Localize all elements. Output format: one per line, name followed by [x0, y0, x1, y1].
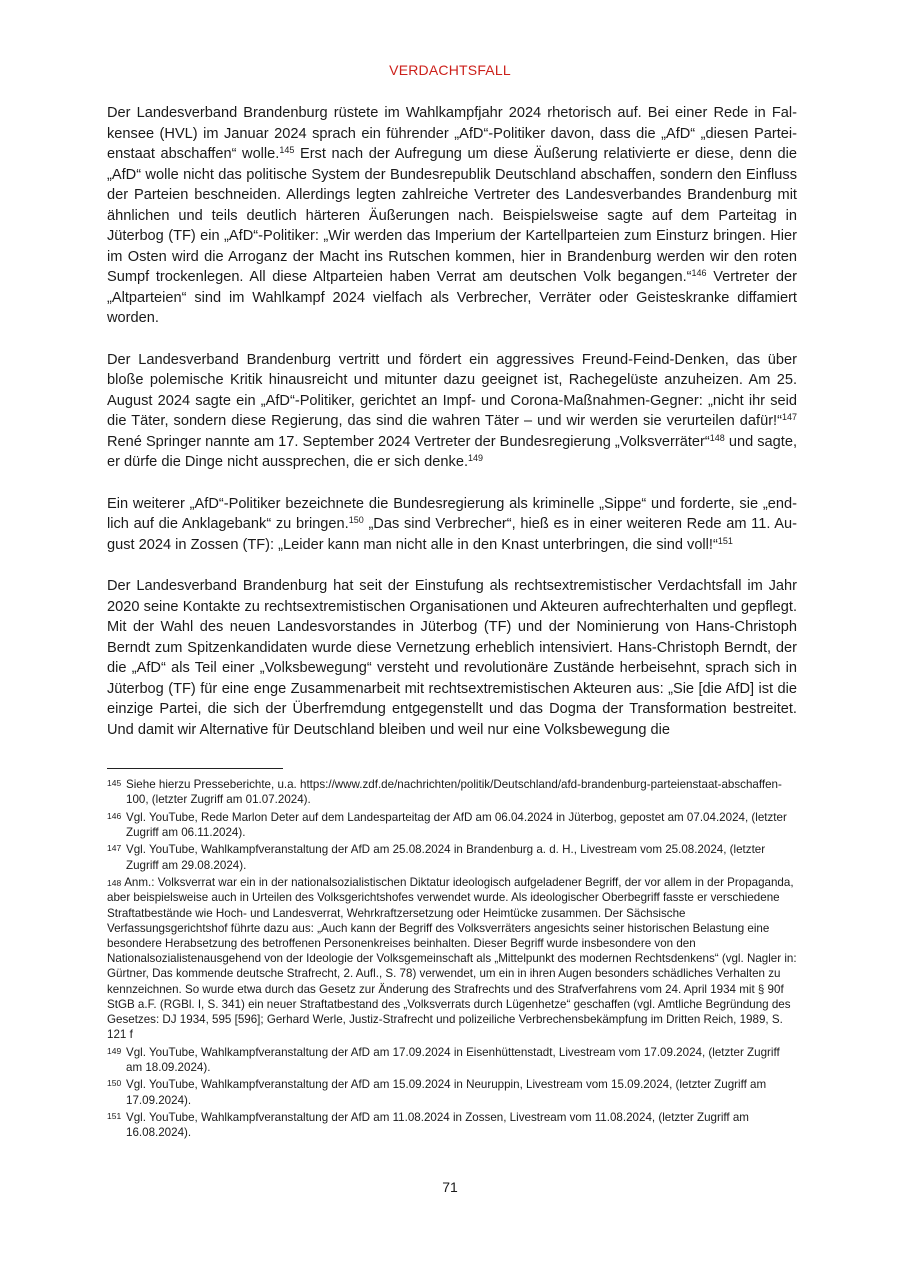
- footnote-ref[interactable]: 145: [279, 145, 295, 155]
- body-text: [107, 103, 797, 761]
- footnote-147: [107, 842, 797, 872]
- footnote-separator: [107, 768, 283, 769]
- paragraph-text: Der Landesverband Brandenburg rüstete im Wahlkampfjahr 2024 rhetorisch auf. Bei einer Rede in Falkensee (HVL) im Januar 2024 sprach ein führender „AfD“-Politiker davon, dass die „AfD“ „diesen Parteienstaat abschaffen“ wolle.: [107, 105, 797, 162]
- running-header: VERDACHTSFALL: [389, 62, 511, 78]
- footnote-text: Vgl. YouTube, Rede Marlon Deter auf dem Landesparteitag der AfD am 06.04.2024 in Jüterbog, gepostet am 07.04.2024, (letzter Zugriff am 06.11.2024).: [126, 810, 787, 839]
- footnote-number: 148: [107, 878, 122, 889]
- footnote-ref[interactable]: 151: [717, 535, 733, 546]
- paragraph-text: Vertreter der „Altparteien“ sind im Wahlkampf 2024 vielfach als Verbrecher, Verräter oder Geisteskranke diffamiert worden.: [107, 269, 797, 326]
- paragraph-text: Der Landesverband Brandenburg hat seit der Einstufung als rechtsextremistischer Verdachtsfall im Jahr 2020 seine Kontakte zu rechtsextremistischen Organisationen und Akteuren aufrechterhalten und gepflegt. Mit der Wahl des neuen Landesvorstandes in Jüterbog (TF) und der Nominierung von Hans-Christoph Berndt zum Spitzenkandidaten wurde diese Vernetzung erheblich intensiviert. Hans-Christoph Berndt, der die „AfD“ als Teil einer „Volksbewegung“ versteht und revolutionäre Zustände herbeisehnt, sprach sich in Jüterbog (TF) für eine enge Zusammenarbeit mit rechtsextremistischen Akteuren aus: „Sie [die AfD] ist die einzige Partei, die sich der Überfremdung entgegenstellt und das Dogma der Transformation bestreitet. Und damit wir Alternative für Deutschland bleiben und weil nur eine Volksbewegung die: [107, 578, 797, 738]
- footnote-150: [107, 1077, 797, 1107]
- footnote-number: 146: [107, 810, 122, 821]
- paragraph-text: Erst nach der Aufregung um diese Äußerung relativierte er diese, denn die „AfD“ wolle nicht das politische System der Bundesrepublik Deutschland abschaffen, sondern den Einfluss der Parteien beschneiden. Allerdings legten zahlreiche Vertreter des Landesverbandes Brandenburg mit ähnlichen und teils deutlich härteren Äußerungen nach. Beispielsweise sagte auf dem Parteitag in Jüterbog (TF) ein „AfD“-Politiker: „Wir werden das Imperium der Kartellparteien zum Einsturz bringen. Hier im Osten wird die Arroganz der Macht ins Rutschen kommen, hier in Brandenburg werden wir den roten Sumpf trockenlegen. All diese Altparteien haben Verrat am deutschen Volk begangen.“: [107, 146, 797, 285]
- footnote-151: [107, 1110, 797, 1140]
- footnote-number: 151: [107, 1111, 122, 1122]
- paragraph-text: Der Landesverband Brandenburg vertritt und fördert ein aggressives Freund-Feind-Denken, das über bloße polemische Kritik hinausreicht und mitunter dazu geeignet ist, Rachegelüste anzuheizen. Am 25. August 2024 sagte ein „AfD“-Politiker, gerichtet an Impf- und Corona-Maßnahmen-Gegner: „nicht ihr seid die Täter, sondern diese Regierung, das sind die wahren Täter – und wir werden sie verurteilen dafür!“: [107, 351, 797, 429]
- footnotes: [107, 777, 797, 1143]
- footnote-text: Vgl. YouTube, Wahlkampfveranstaltung der AfD am 17.09.2024 in Eisenhüttenstadt, Livestream vom 17.09.2024, (letzter Zugriff am 18.09.2024).: [126, 1045, 780, 1074]
- footnote-text: Vgl. YouTube, Wahlkampfveranstaltung der AfD am 15.09.2024 in Neuruppin, Livestream vom 15.09.2024, (letzter Zugriff am 17.09.2024).: [126, 1078, 767, 1107]
- footnote-146: [107, 810, 797, 840]
- paragraph-text: und sagte, er dürfe die Dinge nicht aussprechen, die er sich denke.: [107, 433, 797, 470]
- footnote-ref[interactable]: 148: [709, 432, 725, 443]
- footnote-number: 150: [107, 1078, 122, 1089]
- paragraph-4: [107, 576, 797, 740]
- footnote-ref[interactable]: 149: [468, 453, 484, 463]
- footnote-text: Anm.: Volksverrat war ein in der nationalsozialistischen Diktatur ideologisch aufgeladener Begriff, der vor allem in der Propaganda, aber beispielsweise auch in Urteilen des Volksgerichtshofes verwendet wurde. Als ideologischer Oberbegriff fasste er verschiedene Straftatbestände wie Hoch- und Landesverrat, Wehrkraftzersetzung oder Heimtücke zusammen. Der Sächsische Verfassungsgerichtshof führte dazu aus: „Auch kann der Begriff des Volksverräters angesichts seiner historischen Belastung eine besondere Herabsetzung des betroffenen Personenkreises beinhalten. Dieser Begriff wurde insbesondere von den Nationalsozialistenausgehend von der Ideologie der Volksgemeinschaft als „Mittelpunkt des modernen Rechtsdenkens“ (vgl. Nagler in: Gürtner, Das kommende deutsche Strafrecht, 2. Aufl., S. 78) verwendet, um ein in ihren Augen besonders schädliches Verhalten zu kennzeichnen. So wurde etwa durch das Gesetz zur Änderung des Strafrechts und des Strafverfahrens vom 24. April 1934 mit § 90f StGB a.F. (RGBl. I, S. 341) ein neuer Straftatbestand des „Volksverrats durch Lügenhetze“ geschaffen (vgl. Amtliche Begründung des Gesetzes: DJ 1934, 595 [596]; Gerhard Werle, Justiz-Strafrecht und polizeiliche Verbrechensbekämpfung im Dritten Reich, 1989, S. 121 f: [107, 876, 797, 1042]
- paragraph-text: „Das sind Verbrecher“, hieß es in einer weiteren Rede am 11. August 2024 in Zossen (TF): „Leider kann man nicht alle in den Knast unterbringen, die sind voll!“: [107, 516, 797, 553]
- footnote-145: [107, 777, 797, 807]
- footnote-text: Vgl. YouTube, Wahlkampfveranstaltung der AfD am 11.08.2024 in Zossen, Livestream vom 11.08.2024, (letzter Zugriff am 16.08.2024).: [126, 1111, 749, 1140]
- footnote-number: 149: [107, 1045, 122, 1056]
- footnote-number: 147: [107, 843, 122, 854]
- footnote-ref[interactable]: 147: [781, 412, 797, 422]
- page-number: 71: [442, 1179, 458, 1195]
- footnote-ref[interactable]: 150: [348, 515, 364, 525]
- paragraph-3: [107, 494, 797, 556]
- paragraph-1: [107, 103, 797, 329]
- footnote-148: [107, 875, 797, 1042]
- footnote-text: Vgl. YouTube, Wahlkampfveranstaltung der AfD am 25.08.2024 in Brandenburg a. d. H., Livestream vom 25.08.2024, (letzter Zugriff am 29.08.2024).: [126, 843, 766, 872]
- footnote-ref[interactable]: 146: [691, 268, 707, 278]
- paragraph-2: [107, 350, 797, 473]
- footnote-text: Siehe hierzu Presseberichte, u.a. https://www.zdf.de/nachrichten/politik/Deutschland/afd-brandenburg-parteienstaat-abschaffen-100, (letzter Zugriff am 01.07.2024).: [126, 778, 782, 807]
- footnote-149: [107, 1045, 797, 1075]
- paragraph-text: René Springer nannte am 17. September 2024 Vertreter der Bundesregierung „Volksverräter“: [107, 433, 710, 450]
- footnote-number: 145: [107, 778, 122, 788]
- paragraph-text: Ein weiterer „AfD“-Politiker bezeichnete die Bundesregierung als kriminelle „Sippe“ und forderte, sie „endlich auf die Anklagebank“ zu bringen.: [107, 495, 797, 532]
